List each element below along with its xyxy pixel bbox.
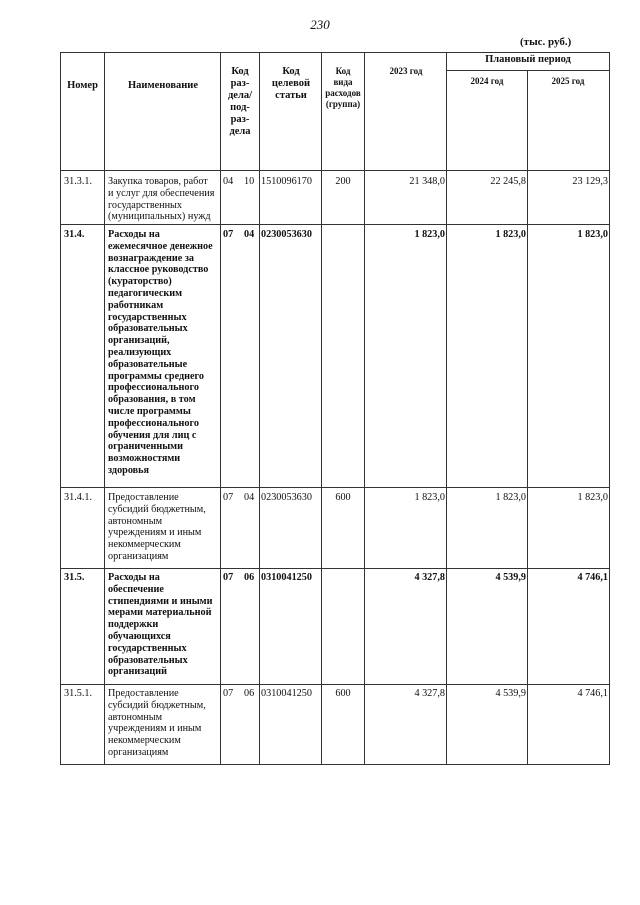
row-2025: 4 746,1: [577, 572, 608, 583]
grid-hline-planned: [447, 70, 610, 71]
header-2024: 2024 год: [470, 76, 504, 86]
row-2024: 1 823,0: [495, 229, 526, 240]
grid-vline-8: [609, 52, 610, 764]
row-section: 07: [223, 492, 234, 503]
header-2025: 2025 год: [551, 76, 585, 86]
header-target: Код целевой статьи: [271, 66, 311, 101]
row-2025: 4 746,1: [577, 688, 608, 699]
grid-vline-5: [364, 52, 365, 764]
header-expense: Код вида расходов (группа): [325, 66, 361, 109]
row-2024: 4 539,9: [495, 572, 526, 583]
header-planned-period: Плановый период: [485, 54, 571, 65]
row-name: Закупка товаров, работ и услуг для обеспечения государственных (муниципальных) нужд: [108, 176, 215, 223]
row-2023: 21 348,0: [409, 176, 445, 187]
row-target: 0310041250: [261, 688, 312, 699]
row-name: Предоставление субсидий бюджетным, автономным учреждениям и иным некоммерческим организациям: [108, 688, 206, 758]
row-2023: 4 327,8: [414, 688, 445, 699]
row-subsection: 04: [244, 229, 255, 240]
row-name: Расходы на ежемесячное денежное вознаграждение за классное руководство (кураторство) педагогическим работникам государственных образовательных организаций, реализующих образовательные программы среднего профессионального образования, в том числе программы профессионального обучения для лиц с ограниченными возможностями здоровья: [108, 229, 213, 476]
row-name: Расходы на обеспечение стипендиями и иными мерами материальной поддержки обучающихся государственных образовательных организаций: [108, 572, 213, 678]
row-target: 1510096170: [261, 176, 312, 187]
row-subsection: 06: [244, 572, 255, 583]
row-section: 07: [223, 572, 234, 583]
grid-vline-0: [60, 52, 61, 764]
row-subsection: 04: [244, 492, 255, 503]
row-2023: 4 327,8: [414, 572, 445, 583]
row-target: 0230053630: [261, 492, 312, 503]
row-section: 07: [223, 688, 234, 699]
row-subsection: 10: [244, 176, 255, 187]
header-number: Номер: [67, 80, 98, 91]
row-subsection: 06: [244, 688, 255, 699]
grid-vline-6: [446, 52, 447, 764]
grid-hline-top: [60, 52, 610, 53]
row-expense: 600: [335, 688, 351, 699]
row-2023: 1 823,0: [414, 229, 445, 240]
row-2023: 1 823,0: [414, 492, 445, 503]
row-number: 31.5.1.: [64, 688, 93, 699]
grid-vline-2: [220, 52, 221, 764]
row-expense: 200: [335, 176, 351, 187]
units-label: (тыс. руб.): [520, 36, 572, 48]
row-number: 31.3.1.: [64, 176, 93, 187]
grid-vline-3: [259, 52, 260, 764]
row-section: 04: [223, 176, 234, 187]
row-2024: 1 823,0: [495, 492, 526, 503]
header-2023: 2023 год: [389, 66, 423, 76]
row-name: Предоставление субсидий бюджетным, автономным учреждениям и иным некоммерческим организациям: [108, 492, 206, 562]
row-2025: 1 823,0: [577, 229, 608, 240]
grid-hline-bottom: [60, 764, 610, 765]
header-section: Код раз- дела/ под- раз- дела: [227, 66, 253, 137]
page-number: 230: [310, 17, 330, 32]
row-number: 31.5.: [64, 572, 85, 583]
row-2025: 23 129,3: [572, 176, 608, 187]
row-target: 0310041250: [261, 572, 312, 583]
grid-vline-4: [321, 52, 322, 764]
row-target: 0230053630: [261, 229, 312, 240]
row-number: 31.4.1.: [64, 492, 93, 503]
header-name: Наименование: [128, 80, 198, 91]
row-2024: 4 539,9: [495, 688, 526, 699]
row-2025: 1 823,0: [577, 492, 608, 503]
row-section: 07: [223, 229, 234, 240]
row-2024: 22 245,8: [490, 176, 526, 187]
grid-vline-7: [527, 70, 528, 764]
grid-vline-1: [104, 52, 105, 764]
row-number: 31.4.: [64, 229, 85, 240]
row-expense: 600: [335, 492, 351, 503]
